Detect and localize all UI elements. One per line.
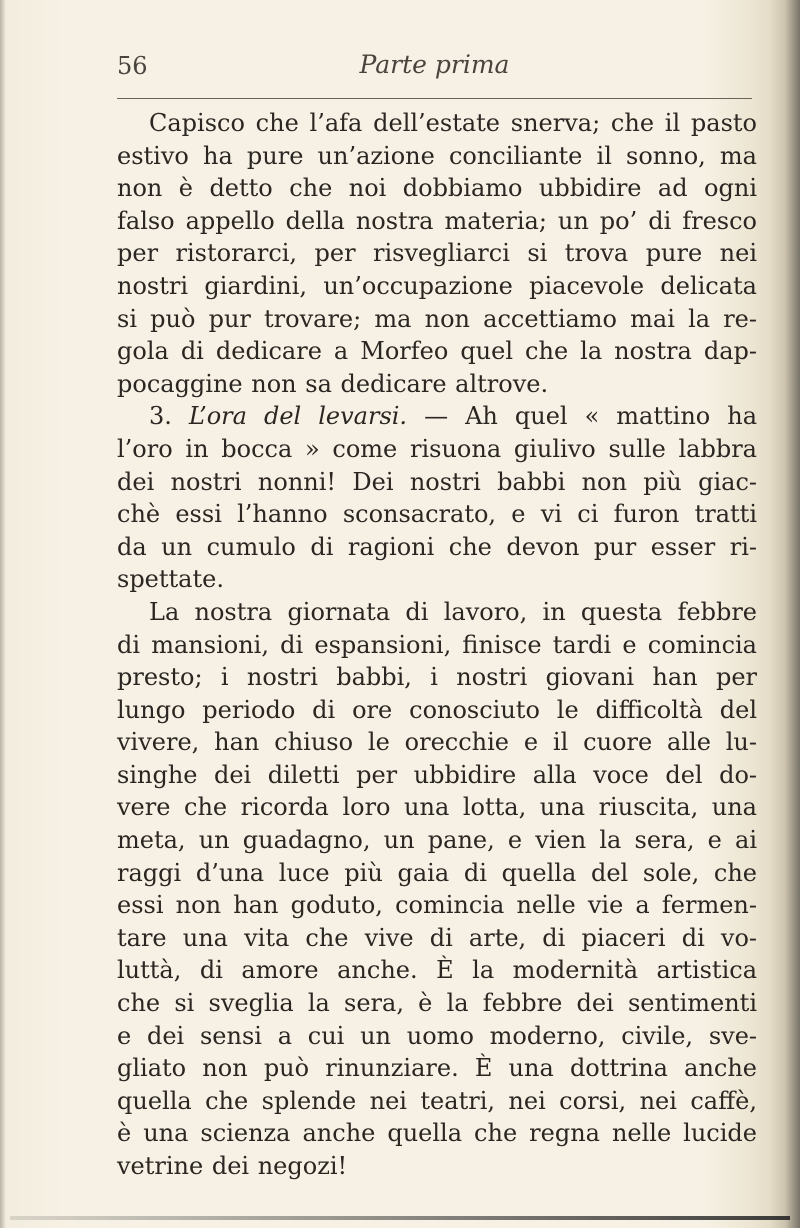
text-line: falso appello della nostra materia; un po’ di fresco — [117, 206, 757, 235]
page-header — [117, 50, 752, 99]
text-line: vivere, han chiuso le orecchie e il cuore alle lu- — [117, 728, 757, 757]
text-line: La nostra giornata di lavoro, in questa febbre — [149, 597, 757, 626]
text-line: essi non han goduto, comincia nelle vie a fermen- — [117, 891, 757, 920]
text-line: vere che ricorda loro una lotta, una riuscita, una — [117, 793, 757, 822]
text-line: gliato non può rinunziare. È una dottrina anche — [117, 1054, 757, 1083]
section-text: — Ah quel « mattino ha — [407, 402, 758, 431]
text-line: di mansioni, di espansioni, finisce tardi e comincia — [117, 630, 757, 659]
text-line: presto; i nostri babbi, i nostri giovani han per — [117, 663, 757, 692]
text-line: che si sveglia la sera, è la febbre dei sentimenti — [117, 989, 757, 1018]
text-line: dei nostri nonni! Dei nostri babbi non più giac- — [117, 467, 757, 496]
text-line: quella che splende nei teatri, nei corsi, nei caffè, — [117, 1086, 757, 1115]
text-line: singhe dei diletti per ubbidire alla voce del do- — [117, 760, 757, 789]
text-line: e dei sensi a cui un uomo moderno, civile, sve- — [117, 1021, 757, 1050]
text-line: l’oro in bocca » come risuona giulivo sulle labbra — [117, 434, 757, 463]
text-line: lungo periodo di ore conosciuto le difficoltà del — [117, 695, 757, 724]
text-line: gola di dedicare a Morfeo quel che la nostra dap- — [117, 337, 757, 366]
page-number: 56 — [117, 52, 148, 80]
body-text — [117, 107, 757, 1183]
page-left-shadow — [0, 0, 6, 1228]
text-line: nostri giardini, un’occupazione piacevole delicata — [117, 271, 757, 300]
text-line: tare una vita che vive di arte, di piaceri di vo- — [117, 923, 757, 952]
text-line: vetrine dei negozi! — [117, 1152, 348, 1180]
text-line: raggi d’una luce più gaia di quella del sole, che — [117, 858, 757, 887]
text-line: non è detto che noi dobbiamo ubbidire ad ogni — [117, 174, 757, 203]
text-line: meta, un guadagno, un pane, e vien la sera, e ai — [117, 826, 757, 855]
text-line: pocaggine non sa dedicare altrove. — [117, 369, 549, 398]
text-line: per ristorarci, per risvegliarci si trova pure nei — [117, 239, 757, 268]
page-bottom-edge — [10, 1216, 790, 1220]
text-line: è una scienza anche quella che regna nelle lucide — [117, 1119, 757, 1148]
text-line: si può pur trovare; ma non accettiamo mai la re- — [117, 304, 757, 333]
text-line: da un cumulo di ragioni che devon pur esser ri- — [117, 532, 757, 561]
section-title: L’ora del levarsi. — [188, 402, 408, 431]
text-line: estivo ha pure un’azione conciliante il sonno, ma — [117, 141, 757, 170]
page-right-edge-shadow — [770, 0, 800, 1228]
text-line: chè essi l’hanno sconsacrato, e vi ci furon tratti — [117, 500, 757, 529]
section-number: 3. — [149, 402, 189, 431]
text-line: spettate. — [117, 565, 224, 594]
running-head: Parte prima — [359, 50, 510, 79]
text-line: Capisco che l’afa dell’estate snerva; che il pasto — [149, 109, 757, 137]
text-line — [117, 400, 757, 433]
text-line: luttà, di amore anche. È la modernità artistica — [117, 956, 757, 985]
